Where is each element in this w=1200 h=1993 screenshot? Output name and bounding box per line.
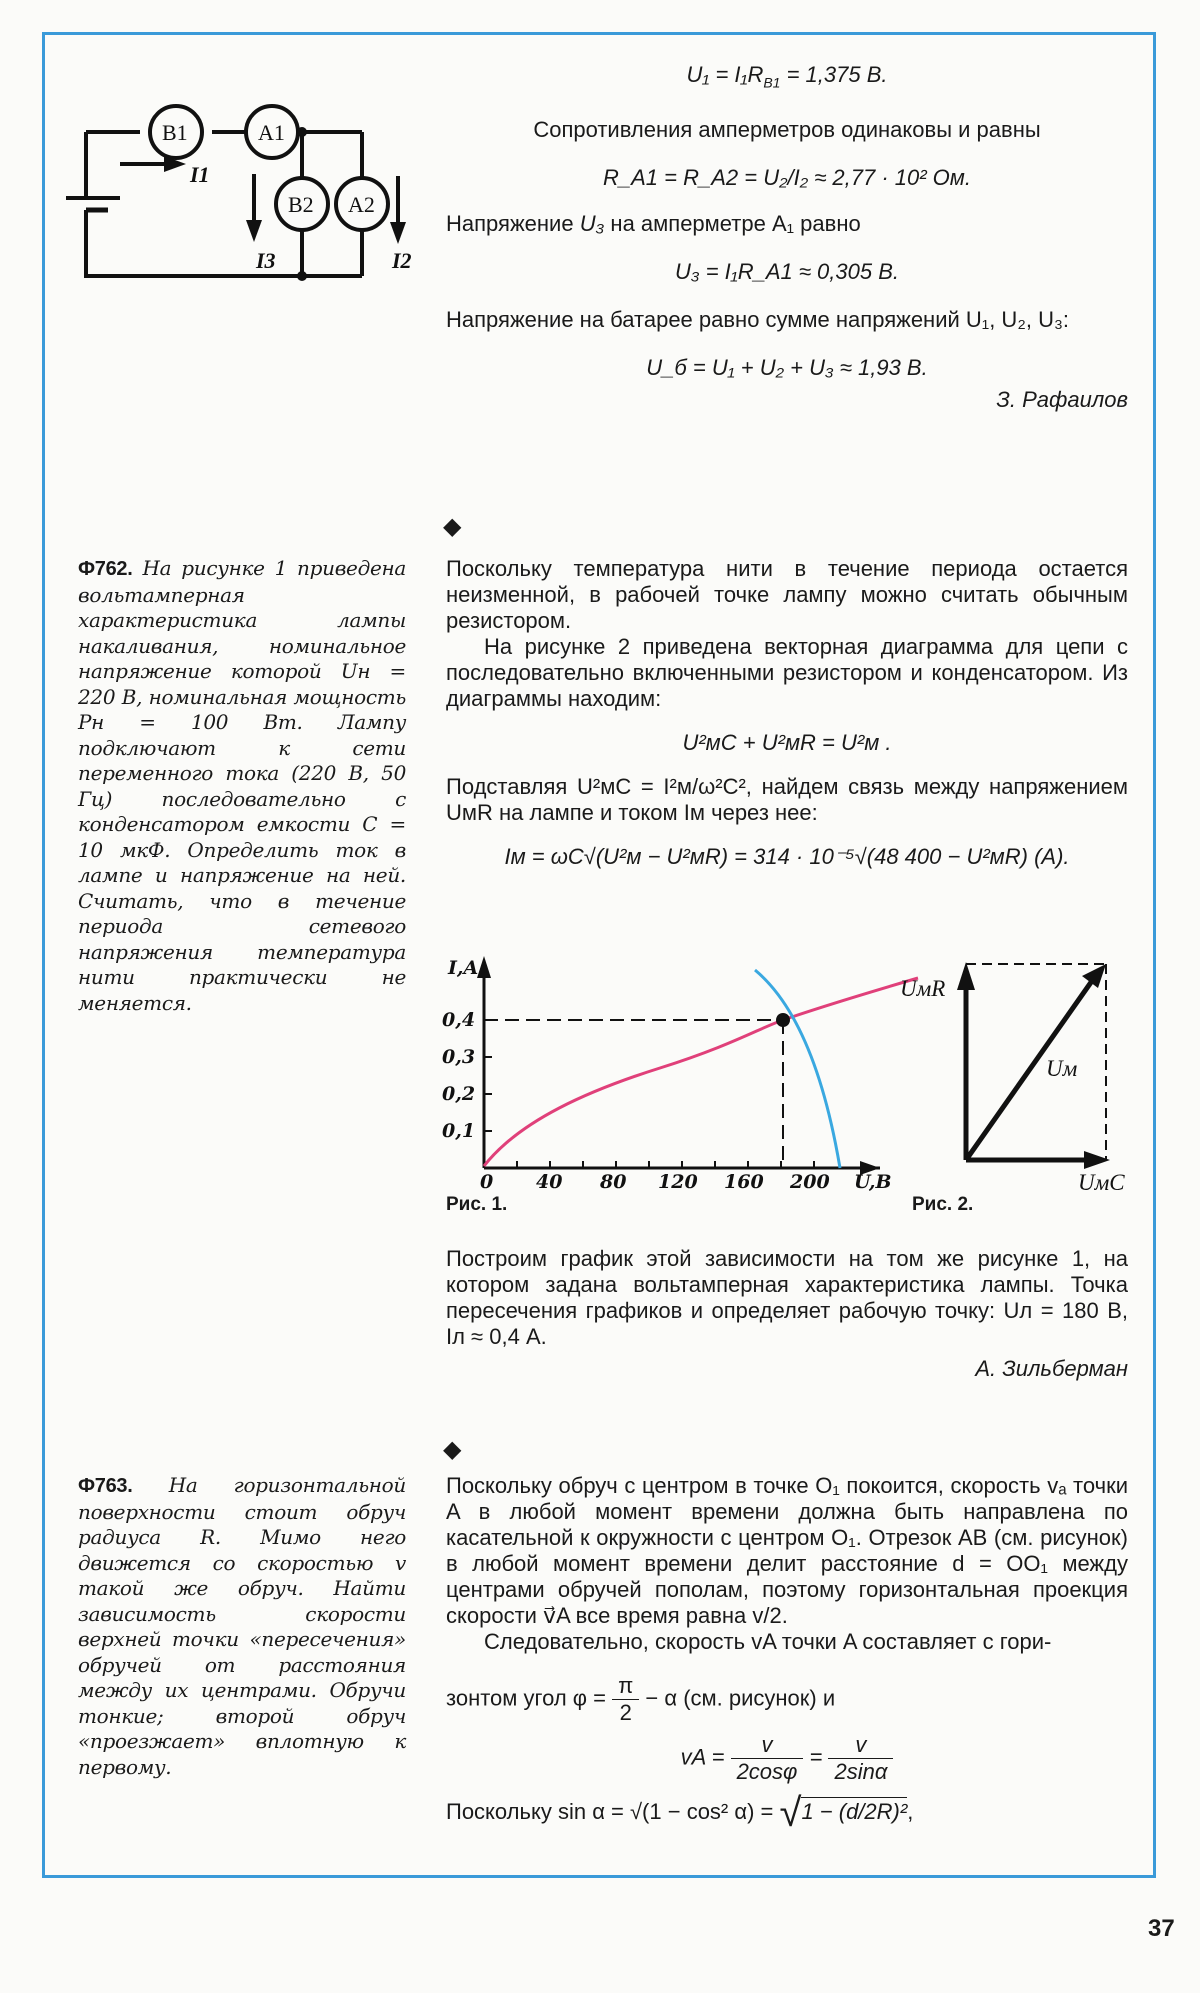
ammeter-a2-label: A2 — [348, 192, 375, 217]
equation-u3: U₃ = I₁R_A1 ≈ 0,305 В. — [674, 259, 900, 285]
current-i1-label: I1 — [190, 162, 210, 187]
solution-762-conclusion — [446, 1246, 1128, 1382]
equation-ra: R_A1 = R_A2 = U₂/I₂ ≈ 2,77 · 10² Ом. — [603, 165, 971, 191]
label-um: Uм — [1046, 1056, 1078, 1081]
y-tick-0-1: 0,1 — [442, 1120, 476, 1142]
current-i3-label: I3 — [256, 248, 276, 273]
voltmeter-b2-label: B2 — [288, 192, 314, 217]
author-zilberman: А. Зильберман — [975, 1356, 1128, 1381]
label-umc: UмC — [1078, 1170, 1125, 1195]
x-tick-200: 200 — [790, 1171, 830, 1193]
problem-763-number: Ф763. — [78, 1475, 133, 1497]
problem-762 — [78, 556, 406, 1016]
voltmeter-b1-label: B1 — [162, 120, 188, 145]
text-battery-voltage: Напряжение на батарее равно сумме напряжений U₁, U₂, U₃: — [446, 307, 1070, 333]
problem-763 — [78, 1473, 406, 1780]
x-tick-80: 80 — [600, 1171, 627, 1193]
x-tick-160: 160 — [724, 1171, 764, 1193]
text-hoop-velocity: Поскольку обруч с центром в точке O₁ покоится, скорость vₐ точки A в любой момент времени должна быть направлена по касательной к окружности с центром O₁. Отрезок AB (см. рисунок) в любой момент времени делит расстояние d = OO₁ между центрами обручей пополам, поэтому горизонтальная проекция скорости v⃗A все время равна v/2. — [446, 1473, 1128, 1628]
text-operating-point: Построим график этой зависимости на том же рисунке 1, на котором задана вольтамперная характеристика лампы. Точка пересечения графиков и определяет рабочую точку: Uл = 180 В, Iл ≈ 0,4 А. — [446, 1246, 1128, 1349]
x-tick-120: 120 — [658, 1171, 698, 1193]
y-axis-label: I,A — [448, 957, 479, 979]
y-tick-0-2: 0,2 — [442, 1083, 476, 1105]
label-umr: UмR — [900, 976, 946, 1001]
solution-763 — [446, 1473, 1128, 1836]
page-number: 37 — [1148, 1915, 1175, 1942]
text-resistor-assumption: Поскольку температура нити в течение периода остается неизменной, в рабочей точке лампу можно считать обычным резистором. — [446, 556, 1128, 633]
y-tick-0-3: 0,3 — [442, 1046, 476, 1068]
text-substitution: Подставляя U²мC = I²м/ω²C², найдем связь между напряжением UмR на лампе и током Iм через нее: — [446, 774, 1128, 825]
circuit-diagram — [60, 60, 440, 273]
figure-1-chart — [440, 950, 900, 1193]
solution-761 — [446, 62, 1128, 413]
equation-ub: U_б = U₁ + U₂ + U₃ ≈ 1,93 В. — [646, 355, 928, 381]
text-angle-line1: Следовательно, скорость vA точки A составляет с гори- — [484, 1629, 1052, 1654]
x-axis-label: U,B — [854, 1171, 892, 1193]
ammeter-a1-label: A1 — [258, 120, 285, 145]
figure-1-caption: Рис. 1. — [446, 1194, 508, 1215]
equation-sin-alpha: Поскольку sin α = √(1 − cos² α) = √1 − (d/2R)², — [446, 1791, 914, 1836]
problem-762-number: Ф762. — [78, 558, 133, 580]
x-tick-40: 40 — [536, 1171, 563, 1193]
text-angle-line2: зонтом угол φ = $\frac{\pi}{2}$ − α (см. рисунок) и — [446, 1673, 836, 1725]
text-voltage-u3: Напряжение U₃ на амперметре A₁ равно — [446, 211, 861, 237]
x-tick-0: 0 — [480, 1171, 494, 1193]
figure-2-vector-diagram — [900, 950, 1140, 1195]
solution-marker-diamond-icon-2: ◆ — [443, 1437, 462, 1463]
problem-762-text: На рисунке 1 приведена вольтамперная характеристика лампы накаливания, номинальное напряжение которой Uн = 220 В, номинальная мощность Pн = 100 Вт. Лампу подключают к сети переменного тока (220 В, 50 Гц) последовательно с конденсатором емкости C = 10 мкФ. Определить ток в лампе и напряжение на ней. Считать, что в течение периода сетевого напряжения температура нити практически не меняется. — [78, 556, 407, 1015]
problem-763-text: На горизонтальной поверхности стоит обруч радиуса R. Мимо него движется со скоростью v такой же обруч. Найти зависимость скорости верхней точки «пересечения» обручей от расстояния между их центрами. Обручи тонкие; второй обруч «проезжает» вплотную к первому. — [78, 1473, 406, 1779]
equation-current: Iм = ωC√(U²м − U²мR) = 314 · 10⁻⁵√(48 400 − U²мR) (A). — [504, 844, 1070, 869]
y-tick-0-4: 0,4 — [442, 1009, 476, 1031]
solution-762 — [446, 556, 1128, 870]
equation-u1: $U_1 = I_1R_{B1} = 1,375$ В. — [686, 62, 888, 91]
equation-pythagoras: U²мC + U²мR = U²м . — [682, 730, 892, 755]
equation-va: vA = $\frac{v}{2\cos\varphi}$ = $\frac{v}{2\sin\alpha}$ — [446, 1732, 1128, 1785]
figure-2-caption: Рис. 2. — [912, 1194, 974, 1215]
current-i2-label: I2 — [392, 248, 412, 273]
text-ammeter-resistance: Сопротивления амперметров одинаковы и равны — [533, 117, 1041, 143]
solution-marker-diamond-icon: ◆ — [443, 514, 462, 540]
author-rafailov: З. Рафаилов — [996, 387, 1128, 413]
text-vector-diagram: На рисунке 2 приведена векторная диаграмма для цепи с последовательно включенными резистором и конденсатором. Из диаграммы находим: — [446, 634, 1128, 711]
